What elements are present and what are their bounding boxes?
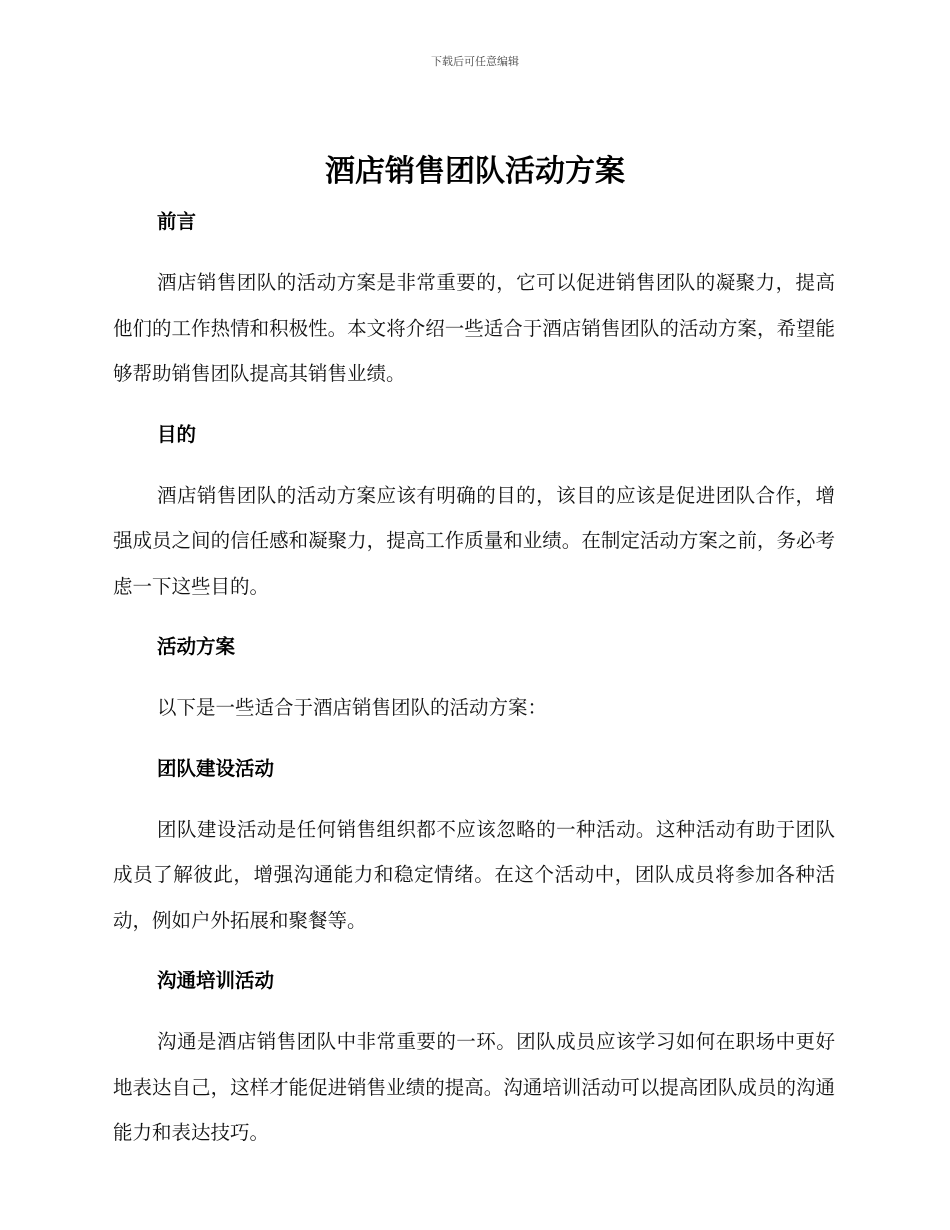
section-heading: 活动方案 — [157, 635, 236, 658]
document-body — [113, 204, 835, 1156]
section-communication-training — [113, 963, 835, 1156]
section-purpose — [113, 417, 835, 630]
section-paragraph: 酒店销售团队的活动方案应该有明确的目的，该目的应该是促进团队合作，增强成员之间的信任感和凝聚力，提高工作质量和业绩。在制定活动方案之前，务必考虑一下这些目的。 — [113, 483, 835, 598]
section-paragraph: 沟通是酒店销售团队中非常重要的一环。团队成员应该学习如何在职场中更好地表达自己，这样才能促进销售业绩的提高。沟通培训活动可以提高团队成员的沟通能力和表达技巧。 — [113, 1030, 835, 1144]
section-activity-plan — [113, 629, 835, 751]
section-heading: 团队建设活动 — [157, 756, 275, 780]
section-paragraph: 酒店销售团队的活动方案是非常重要的，它可以促进销售团队的凝聚力，提高他们的工作热情和积极性。本文将介绍一些适合于酒店销售团队的活动方案，希望能够帮助销售团队提高其销售业绩。 — [113, 271, 835, 385]
section-team-building — [113, 751, 835, 964]
section-paragraph: 团队建设活动是任何销售组织都不应该忽略的一种活动。这种活动有助于团队成员了解彼此，增强沟通能力和稳定情绪。在这个活动中，团队成员将参加各种活动，例如户外拓展和聚餐等。 — [113, 817, 835, 932]
section-paragraph: 以下是一些适合于酒店销售团队的活动方案： — [157, 696, 548, 719]
document-title: 酒店销售团队活动方案 — [325, 154, 625, 189]
section-heading: 目的 — [157, 422, 197, 446]
header-note: 下载后可任意编辑 — [431, 55, 519, 68]
section-heading: 沟通培训活动 — [157, 969, 275, 992]
section-heading: 前言 — [157, 210, 197, 233]
section-preface — [113, 204, 835, 417]
